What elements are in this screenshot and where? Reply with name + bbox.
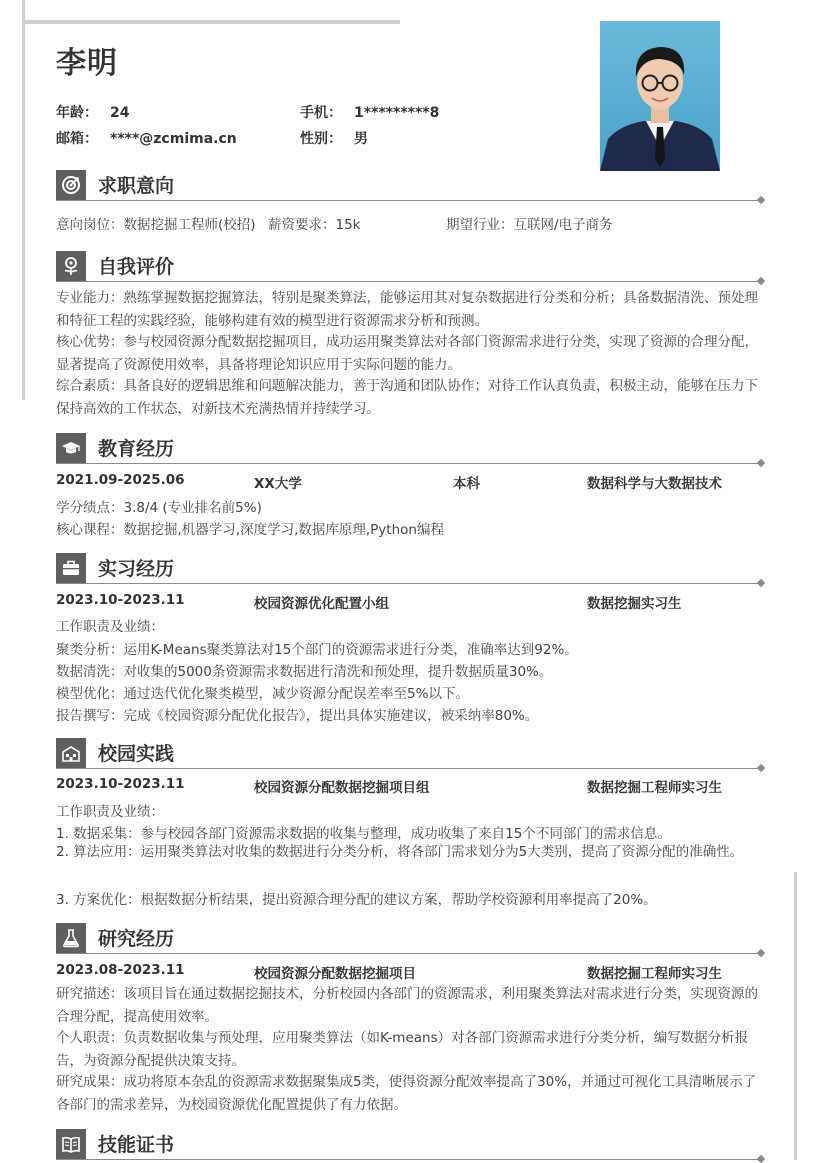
internship-line: 工作职责及业绩： <box>56 619 164 635</box>
education-degree: 本科 <box>453 476 480 492</box>
divider-end-marker <box>757 277 765 285</box>
book-icon <box>56 1129 86 1159</box>
section-campus <box>56 736 764 770</box>
divider-end-marker <box>757 579 765 587</box>
intent-position: 意向岗位：数据挖掘工程师(校招) <box>56 217 256 233</box>
research-period: 2023.08-2023.11 <box>56 962 185 978</box>
section-internship <box>56 551 764 585</box>
gender-label: 性别： <box>300 131 342 147</box>
decor-top-bar <box>22 20 400 24</box>
section-self-eval <box>56 249 764 283</box>
internship-line: 数据清洗：对收集的5000条资源需求数据进行清洗和预处理，提升数据质量30%。 <box>56 664 553 680</box>
gender-value: 男 <box>354 131 368 147</box>
campus-line: 工作职责及业绩： <box>56 804 164 820</box>
self-eval-quality: 综合素质：具备良好的逻辑思维和问题解决能力，善于沟通和团队协作；对待工作认真负责，积极主动，能够在压力下保持高效的工作状态，对新技术充满热情并持续学习。 <box>56 378 758 417</box>
research-role: 数据挖掘工程师实习生 <box>587 966 722 982</box>
email-info <box>56 128 237 148</box>
school-building-icon <box>56 738 86 768</box>
internship-line: 模型优化：通过迭代优化聚类模型，减少资源分配误差率至5%以下。 <box>56 686 469 702</box>
research-duties: 个人职责：负责数据收集与预处理，应用聚类算法（如K-means）对各部门资源需求进行分类分析，编写数据分析报告，为资源分配提供决策支持。 <box>56 1030 749 1069</box>
section-divider <box>56 200 760 201</box>
section-education <box>56 431 764 465</box>
divider-end-marker <box>757 764 765 772</box>
campus-line: 1. 数据采集：参与校园各部门资源需求数据的收集与整理，成功收集了来自15个不同部门的需求信息。 <box>56 826 671 842</box>
campus-line: 2. 算法应用：运用聚类算法对收集的数据进行分类分析，将各部门需求划分为5大类别，提高了资源分配的准确性。 <box>56 844 744 860</box>
section-title: 研究经历 <box>98 928 175 950</box>
section-intent <box>56 168 764 202</box>
divider-end-marker <box>757 949 765 957</box>
internship-line: 报告撰写：完成《校园资源分配优化报告》，提出具体实施建议，被采纳率80%。 <box>56 708 539 724</box>
section-divider <box>56 768 760 769</box>
briefcase-icon <box>56 553 86 583</box>
graduation-cap-icon <box>56 433 86 463</box>
section-title: 校园实践 <box>98 743 175 765</box>
flower-icon <box>56 251 86 281</box>
age-info <box>56 102 129 122</box>
email-label: 邮箱： <box>56 131 98 147</box>
self-eval-advantage: 核心优势：参与校园资源分配数据挖掘项目，成功运用聚类算法对各部门资源需求进行分类，实现了资源的合理分配，显著提高了资源使用效率，具备将理论知识应用于实际问题的能力。 <box>56 334 758 373</box>
gender-info <box>300 128 368 148</box>
section-title: 技能证书 <box>98 1134 175 1156</box>
email-value: ****@zcmima.cn <box>110 131 237 147</box>
campus-role: 数据挖掘工程师实习生 <box>587 780 722 796</box>
intent-industry: 期望行业：互联网/电子商务 <box>446 217 613 233</box>
divider-end-marker <box>757 196 765 204</box>
education-courses: 核心课程：数据挖掘,机器学习,深度学习,数据库原理,Python编程 <box>56 522 444 538</box>
internship-line: 聚类分析：运用K-Means聚类算法对15个部门的资源需求进行分类，准确率达到92%。 <box>56 642 578 658</box>
section-title: 求职意向 <box>98 175 175 197</box>
education-period: 2021.09-2025.06 <box>56 472 185 488</box>
campus-period: 2023.10-2023.11 <box>56 776 185 792</box>
divider-end-marker <box>757 1155 765 1163</box>
target-icon <box>56 170 86 200</box>
research-results: 研究成果：成功将原本杂乱的资源需求数据聚集成5类，使得资源分配效率提高了30%，并通过可视化工具清晰展示了各部门的需求差异，为校园资源优化配置提供了有力依据。 <box>56 1074 757 1113</box>
phone-info <box>300 102 439 122</box>
section-divider <box>56 583 760 584</box>
section-skills <box>56 1127 764 1161</box>
age-label: 年龄： <box>56 105 98 121</box>
education-school: XX大学 <box>254 476 302 492</box>
internship-org: 校园资源优化配置小组 <box>254 596 389 612</box>
intent-salary: 薪资要求：15k <box>268 217 361 233</box>
section-divider <box>56 281 760 282</box>
section-title: 自我评价 <box>98 256 175 278</box>
section-title: 教育经历 <box>98 438 175 460</box>
education-major: 数据科学与大数据技术 <box>587 476 722 492</box>
internship-role: 数据挖掘实习生 <box>587 596 682 612</box>
education-gpa: 学分绩点：3.8/4 (专业排名前5%) <box>56 500 262 516</box>
self-eval-professional: 专业能力：熟练掌握数据挖掘算法，特别是聚类算法，能够运用其对复杂数据进行分类和分析；具备数据清洗、预处理和特征工程的实践经验，能够构建有效的模型进行资源需求分析和预测。 <box>56 290 758 329</box>
research-description: 研究描述：该项目旨在通过数据挖掘技术，分析校园内各部门的资源需求，利用聚类算法对需求进行分类，实现资源的合理分配，提高使用效率。 <box>56 986 758 1025</box>
candidate-name: 李明 <box>56 46 118 81</box>
section-research <box>56 921 764 955</box>
phone-label: 手机： <box>300 105 342 121</box>
internship-period: 2023.10-2023.11 <box>56 592 185 608</box>
decor-right-bar <box>794 872 797 1160</box>
section-title: 实习经历 <box>98 558 175 580</box>
flask-icon <box>56 923 86 953</box>
decor-left-bar <box>22 0 25 400</box>
section-divider <box>56 953 760 954</box>
campus-org: 校园资源分配数据挖掘项目组 <box>254 780 430 796</box>
campus-line: 3. 方案优化：根据数据分析结果，提出资源合理分配的建议方案，帮助学校资源利用率提高了20%。 <box>56 892 657 908</box>
profile-photo <box>600 21 720 171</box>
age-value: 24 <box>110 105 130 121</box>
phone-value: 1*********8 <box>354 105 440 121</box>
divider-end-marker <box>757 459 765 467</box>
research-org: 校园资源分配数据挖掘项目 <box>254 966 416 982</box>
section-divider <box>56 463 760 464</box>
